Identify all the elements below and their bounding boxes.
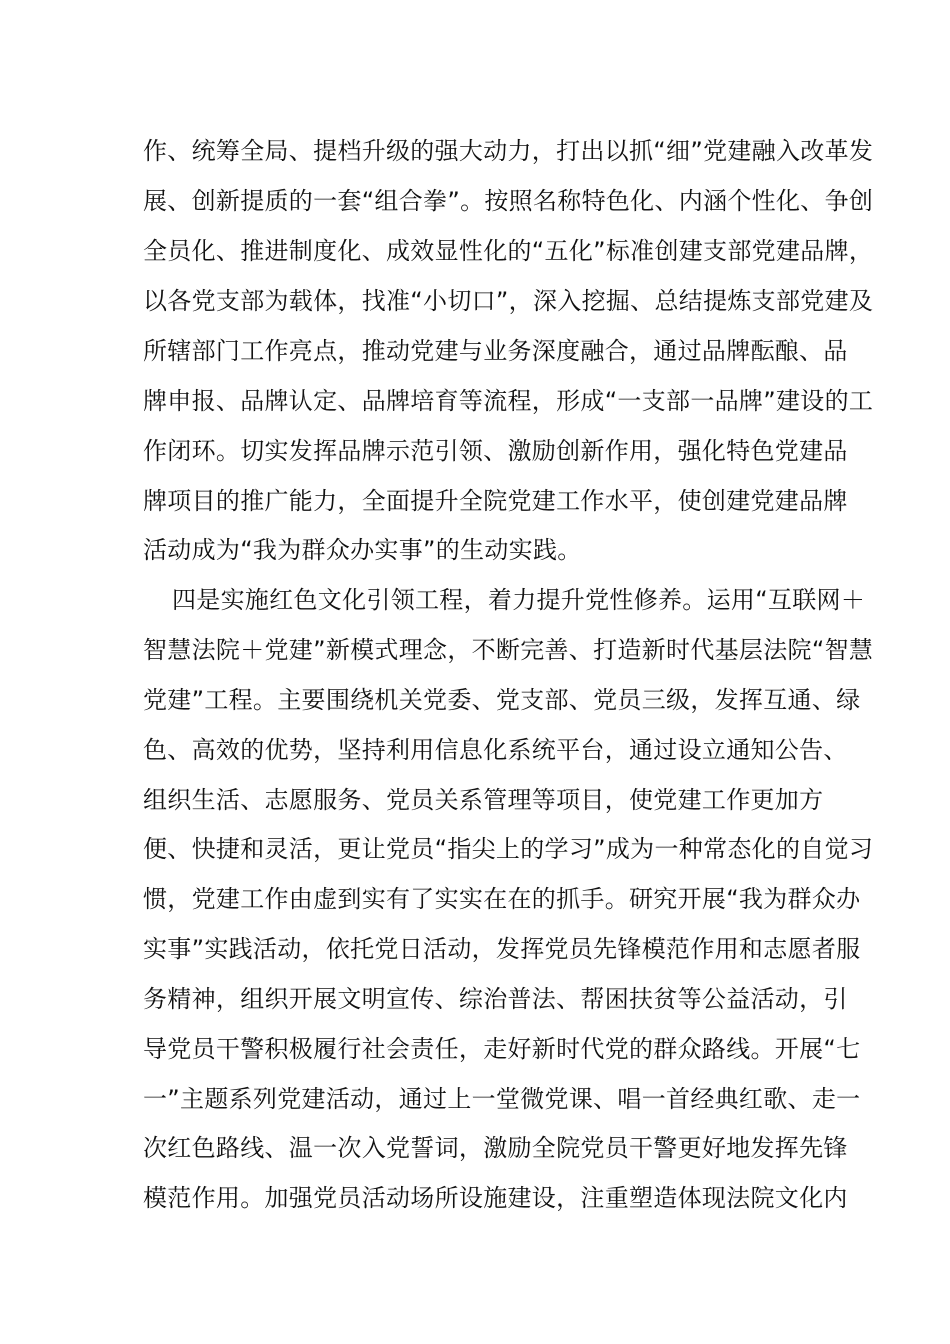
text-line: 牌申报、品牌认定、品牌培育等流程，形成“一支部一品牌”建设的工	[143, 387, 874, 415]
text-line: 导党员干警积极履行社会责任，走好新时代党的群众路线。开展“七	[143, 1035, 861, 1063]
text-line: 全员化、推进制度化、成效显性化的“五化”标准创建支部党建品牌，	[143, 237, 874, 265]
text-line: 惯，党建工作由虚到实有了实实在在的抓手。研究开展“我为群众办	[143, 885, 861, 913]
text-line: 次红色路线、温一次入党誓词，激励全院党员干警更好地发挥先锋	[143, 1134, 848, 1162]
text-line: 党建”工程。主要围绕机关党委、党支部、党员三级，发挥互通、绿	[143, 686, 861, 714]
text-line: 作、统筹全局、提档升级的强大动力，打出以抓“细”党建融入改革发	[143, 137, 874, 165]
text-line: 色、高效的优势，坚持利用信息化系统平台，通过设立通知公告、	[143, 736, 848, 764]
text-line: 一”主题系列党建活动，通过上一堂微党课、唱一首经典红歌、走一	[143, 1085, 861, 1113]
text-line: 作闭环。切实发挥品牌示范引领、激励创新作用，强化特色党建品	[143, 437, 848, 465]
text-line: 组织生活、志愿服务、党员关系管理等项目，使党建工作更加方	[143, 786, 824, 814]
text-line: 模范作用。加强党员活动场所设施建设，注重塑造体现法院文化内	[143, 1184, 848, 1212]
text-line: 实事”实践活动，依托党日活动，发挥党员先锋模范作用和志愿者服	[143, 935, 861, 963]
text-line: 活动成为“我为群众办实事”的生动实践。	[143, 536, 582, 564]
text-line: 便、快捷和灵活，更让党员“指尖上的学习”成为一种常态化的自觉习	[143, 835, 874, 863]
text-line: 所辖部门工作亮点，推动党建与业务深度融合，通过品牌酝酿、品	[143, 337, 848, 365]
text-line: 智慧法院＋党建”新模式理念，不断完善、打造新时代基层法院“智慧	[143, 636, 874, 664]
paragraph-first-line: 四是实施红色文化引领工程，着力提升党性修养。运用“互联网＋	[172, 586, 866, 614]
text-line: 以各党支部为载体，找准“小切口”，深入挖掘、总结提炼支部党建及	[143, 287, 874, 315]
text-line: 牌项目的推广能力，全面提升全院党建工作水平，使创建党建品牌	[143, 487, 848, 515]
text-line: 务精神，组织开展文明宣传、综治普法、帮困扶贫等公益活动，引	[143, 985, 848, 1013]
text-line: 展、创新提质的一套“组合拳”。按照名称特色化、内涵个性化、争创	[143, 187, 874, 215]
